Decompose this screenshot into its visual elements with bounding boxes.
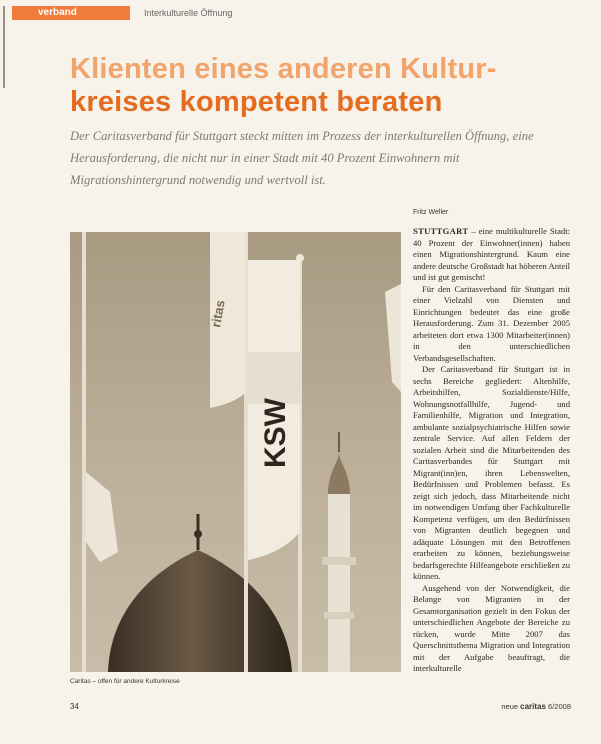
article-paragraph: Für den Caritasverband für Stuttgart mit einer Vielzahl von Diensten und Einrichtungen bedeutet das eine große Herausforderung. Zum 31. Dezember 2005 arbeiteten dort etwa 1300 Mitarbeiter(innen) in den unterschiedlichen Verbandsgesellschaften. [413,283,570,363]
headline-line-1: Klienten eines anderen Kultur- [70,53,497,85]
magazine-prefix: neue [501,702,519,711]
flag-text-ksw: KSW [259,398,292,468]
dateline: STUTTGART [413,226,469,236]
magazine-footer [501,702,571,711]
section-tag: verband [12,6,130,20]
article-paragraph: Der Caritasverband für Stuttgart ist in sechs Bereiche gegliedert: Altenhilfe, Arbeitshilfen, Sozialdienste/Hilfe, Wohnungsnotfallhilfe, Jugend- und Familienhilfe, Migration und Integration, ambulante sozialpsychiatrische Hilfen sowie zentrale Service. Auf allen Feldern der sozialen Arbeit sind die Mitarbeitenden des Caritasverbandes für Stuttgart mit Migrant(inn)en, ihren Lebenswelten, Bedürfnissen und Problemen befasst. Es zeigt sich jedoch, dass Mitarbeitende nicht im notwendigen Umfang über Fachkulturelle Kompetenz verfügen, um den Bedürfnissen von Migranten deutlich begegnen und adäquate Lösungen mit den Betroffenen erarbeiten zu können, beziehungsweise bedarfsgerechte Hilfeangebote erschließen zu können. [413,364,570,581]
article-paragraph: Ausgehend von der Notwendigkeit, die Belange von Migranten in der Gesamtorganisation gezielt in den Fokus der unterschiedlichen Angebote der Bereiche zu rücken, wurde Mitte 2007 das Querschnittsthema Migration und Integration mit der Aufgabe beauftragt, die interkulturelle [413,582,570,673]
photo-caption: Caritas – offen für andere Kulturkreise [70,678,180,685]
page-number: 34 [70,702,79,711]
issue-number: 6/2008 [548,702,571,711]
header-bar [12,6,232,20]
article-body [413,226,570,698]
author-name: Fritz Weller [413,209,449,216]
article-paragraph [413,226,570,284]
article-photo [70,232,401,672]
margin-rule [3,6,5,88]
paragraph-text: – eine multikulturelle Stadt: 40 Prozent der Einwohner(innen) haben einen Migrationshintergrund. Kaum eine andere deutsche Großstadt hat höheren Anteil und ist gut gemischt! [413,226,570,282]
flag-text-caritas: ritas [208,298,228,329]
headline-line-2: kreises kompetent beraten [70,86,443,118]
magazine-name: caritas [520,702,546,711]
photo-flags-mosque [70,232,401,672]
section-title: Interkulturelle Öffnung [144,8,233,18]
lead-paragraph: Der Caritasverband für Stuttgart steckt mitten im Prozess der interkulturellen Öffnung, eine Herausforderung, die nicht nur in einer Stadt mit 40 Prozent Einwohnern mit Migrationshintergrund notwendig und wertvoll ist. [70,129,534,187]
